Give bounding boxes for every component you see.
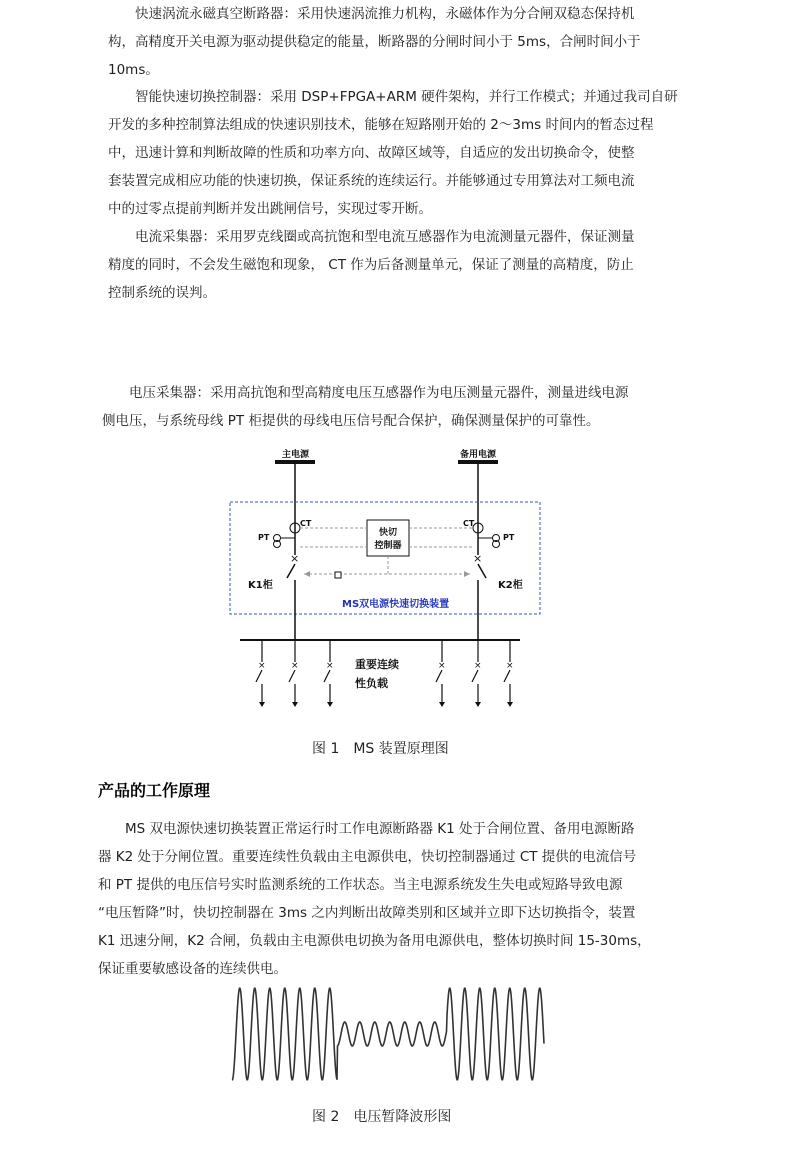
- text-line: 控制系统的误判。: [108, 285, 216, 301]
- svg-text:×: ×: [326, 661, 334, 671]
- ms-device-schematic: [220, 440, 560, 720]
- pt-left-label: PT: [258, 533, 270, 542]
- text-line: 器 K2 处于分闸位置。重要连续性负载由主电源供电，快切控制器通过 CT 提供的电流信号: [98, 849, 637, 865]
- k1-switch-blade: [287, 564, 295, 578]
- figure2-caption: 图 2 电压暂降波形图: [312, 1109, 452, 1125]
- main-source-label: 主电源: [282, 450, 310, 460]
- text-line: MS 双电源快速切换装置正常运行时工作电源断路器 K1 处于合闸位置、备用电源断路: [125, 821, 635, 837]
- svg-text:×: ×: [258, 661, 266, 671]
- text-line: 和 PT 提供的电压信号实时监测系统的工作状态。当主电源系统发生失电或短路导致电源: [98, 877, 623, 893]
- feeder-1: [256, 640, 262, 702]
- paragraph-voltage-collector: [102, 379, 702, 435]
- load-label-line1: 重要连续: [355, 658, 399, 671]
- feeder-5: [472, 640, 478, 702]
- text-line: 10ms。: [108, 62, 159, 78]
- feeder-6: [504, 640, 510, 702]
- k2-cabinet-label: K2柜: [498, 580, 523, 591]
- text-line: 精度的同时，不会发生磁饱和现象， CT 作为后备测量单元，保证了测量的高精度，防止: [108, 257, 634, 273]
- pt-right-label: PT: [503, 533, 515, 542]
- device-boundary-box: [230, 502, 540, 614]
- text-line: 电压采集器：采用高抗饱和型高精度电压互感器作为电压测量元器件，测量进线电源: [129, 385, 629, 401]
- text-line: 开发的多种控制算法组成的快速识别技术，能够在短路刚开始的 2～3ms 时间内的暂态过程: [108, 117, 654, 133]
- k2-breaker-x-mark: ×: [473, 552, 483, 565]
- text-line: 中的过零点提前判断并发出跳闸信号，实现过零开断。: [108, 201, 432, 217]
- ct-right-label: CT: [463, 519, 475, 528]
- backup-source-label: 备用电源: [460, 450, 497, 460]
- text-line: 中，迅速计算和判断故障的性质和功率方向、故障区域等，自适应的发出切换命令，使整: [108, 145, 635, 161]
- text-line: K1 迅速分闸，K2 合闸，负载由主电源供电切换为备用电源供电，整体切换时间 15-30ms，: [98, 933, 651, 949]
- svg-text:×: ×: [291, 661, 299, 671]
- arrow-right-icon: [464, 571, 470, 577]
- text-line: 侧电压，与系统母线 PT 柜提供的母线电压信号配合保护，确保测量保护的可靠性。: [102, 413, 600, 429]
- controller-label-line2: 控制器: [374, 541, 402, 551]
- k2-switch-blade: [478, 564, 486, 578]
- svg-text:×: ×: [506, 661, 514, 671]
- arrow-left-icon: [304, 571, 310, 577]
- paragraph-current-collector: [108, 223, 708, 307]
- device-name-label: MS双电源快速切换装置: [342, 599, 450, 610]
- feeder-arrow-icons: [259, 702, 513, 707]
- svg-text:×: ×: [438, 661, 446, 671]
- controller-label-line1: 快切: [378, 528, 398, 538]
- feeder-2: [289, 640, 295, 702]
- load-label-line2: 性负载: [355, 677, 388, 690]
- load-feeders: [256, 640, 510, 702]
- text-line: 保证重要敏感设备的连续供电。: [98, 961, 287, 977]
- waveform-line: [232, 988, 544, 1079]
- text-line: 电流采集器：采用罗克线圈或高抗饱和型电流互感器作为电流测量元器件，保证测量: [135, 229, 635, 245]
- small-square-marker: [335, 572, 341, 578]
- k1-cabinet-label: K1柜: [248, 580, 273, 591]
- paragraph-working-principle: [98, 815, 698, 983]
- text-line: 构，高精度开关电源为驱动提供稳定的能量，断路器的分闸时间小于 5ms，合闸时间小于: [108, 34, 641, 50]
- voltage-sag-waveform: [228, 984, 548, 1084]
- text-line: 套装置完成相应功能的快速切换，保证系统的连续运行。并能够通过专用算法对工频电流: [108, 173, 635, 189]
- section-heading: 产品的工作原理: [98, 781, 211, 800]
- text-line: 快速涡流永磁真空断路器：采用快速涡流推力机构，永磁体作为分合闸双稳态保持机: [135, 6, 635, 22]
- figure1-caption: 图 1 MS 装置原理图: [312, 741, 449, 757]
- ct-left-label: CT: [300, 519, 312, 528]
- svg-text:×: ×: [474, 661, 482, 671]
- k1-breaker-x-mark: ×: [290, 552, 300, 565]
- feeder-4: [436, 640, 442, 702]
- paragraph-controller: [108, 83, 708, 223]
- text-line: 智能快速切换控制器：采用 DSP+FPGA+ARM 硬件架构，并行工作模式；并通过我司自研: [135, 89, 678, 105]
- feeder-3: [324, 640, 330, 702]
- paragraph-vacuum-breaker: [108, 0, 708, 84]
- text-line: “电压暂降”时，快切控制器在 3ms 之内判断出故障类别和区域并立即下达切换指令，装置: [98, 905, 636, 921]
